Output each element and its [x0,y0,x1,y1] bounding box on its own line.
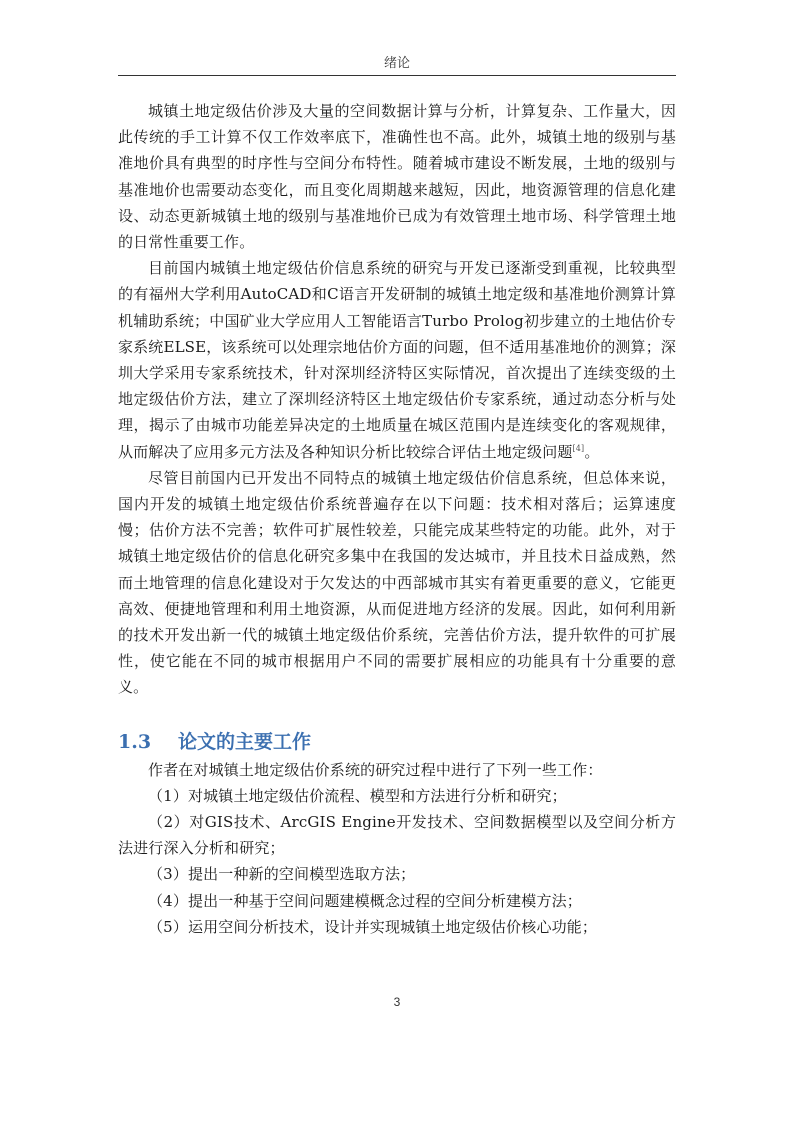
paragraph-2-tail: 。 [584,442,600,461]
paragraph-2-text: 目前国内城镇土地定级估价信息系统的研究与开发已逐渐受到重视，比较典型的有福州大学利用AutoCAD和C语言开发研制的城镇土地定级和基准地价测算计算机辅助系统；中国矿业大学应用人工智能语言Turbo Prolog初步建立的土地估价专家系统ELSE，该系统可以处理宗地估价方面的问题，但不适用基准地价的测算；深圳大学采用专家系统技术，针对深圳经济特区实际情况，首次提出了连续变级的土地定级估价方法，建立了深圳经济特区土地定级估价专家系统，通过动态分析与处理，揭示了由城市功能差异决定的土地质量在城区范围内是连续变化的客观规律，从而解决了应用多元方法及各种知识分析比较综合评估土地定级问题 [118,259,676,461]
list-item-5: （5）运用空间分析技术，设计并实现城镇土地定级估价核心功能； [148,917,598,936]
section-intro: 作者在对城镇土地定级估价系统的研究过程中进行了下列一些工作： [148,760,603,779]
section-heading [118,727,676,757]
header-divider [118,75,676,76]
list-item-2: （2）对GIS技术、ArcGIS Engine开发技术、空间数据模型以及空间分析方法进行深入分析和研究； [118,813,676,858]
list-item-3: （3）提出一种新的空间模型选取方法； [148,865,416,884]
paragraph-3: 尽管目前国内已开发出不同特点的城镇土地定级估价信息系统，但总体来说，国内开发的城镇土地定级估价系统普遍存在以下问题：技术相对落后；运算速度慢；估价方法不完善；软件可扩展性较差，只能完成某些特定的功能。此外，对于城镇土地定级估价的信息化研究多集中在我国的发达城市，并且技术日益成熟，然而土地管理的信息化建设对于欠发达的中西部城市其实有着更重要的意义，它能更高效、便捷地管理和利用土地资源，从而促进地方经济的发展。因此，如何利用新的技术开发出新一代的城镇土地定级估价系统，完善估价方法，提升软件的可扩展性，使它能在不同的城市根据用户不同的需要扩展相应的功能具有十分重要的意义。 [118,468,676,697]
paragraph-2 [118,255,676,465]
running-header: 绪论 [383,56,410,71]
body-text [118,98,676,940]
citation-ref: [4] [572,443,585,453]
page-number: 3 [393,995,401,1009]
list-item-1: （1）对城镇土地定级估价流程、模型和方法进行分析和研究； [148,786,567,805]
section-title: 论文的主要工作 [178,730,312,753]
paragraph-1: 城镇土地定级估价涉及大量的空间数据计算与分析，计算复杂、工作量大，因此传统的手工计算不仅工作效率底下，准确性也不高。此外，城镇土地的级别与基准地价具有典型的时序性与空间分布特性。随着城市建设不断发展，土地的级别与基准地价也需要动态变化，而且变化周期越来越短，因此，地资源管理的信息化建设、动态更新城镇土地的级别与基准地价已成为有效管理土地市场、科学管理土地的日常性重要工作。 [118,102,676,252]
section-number: 1.3 [118,730,152,753]
list-item-4: （4）提出一种基于空间问题建模概念过程的空间分析建模方法； [148,891,582,910]
